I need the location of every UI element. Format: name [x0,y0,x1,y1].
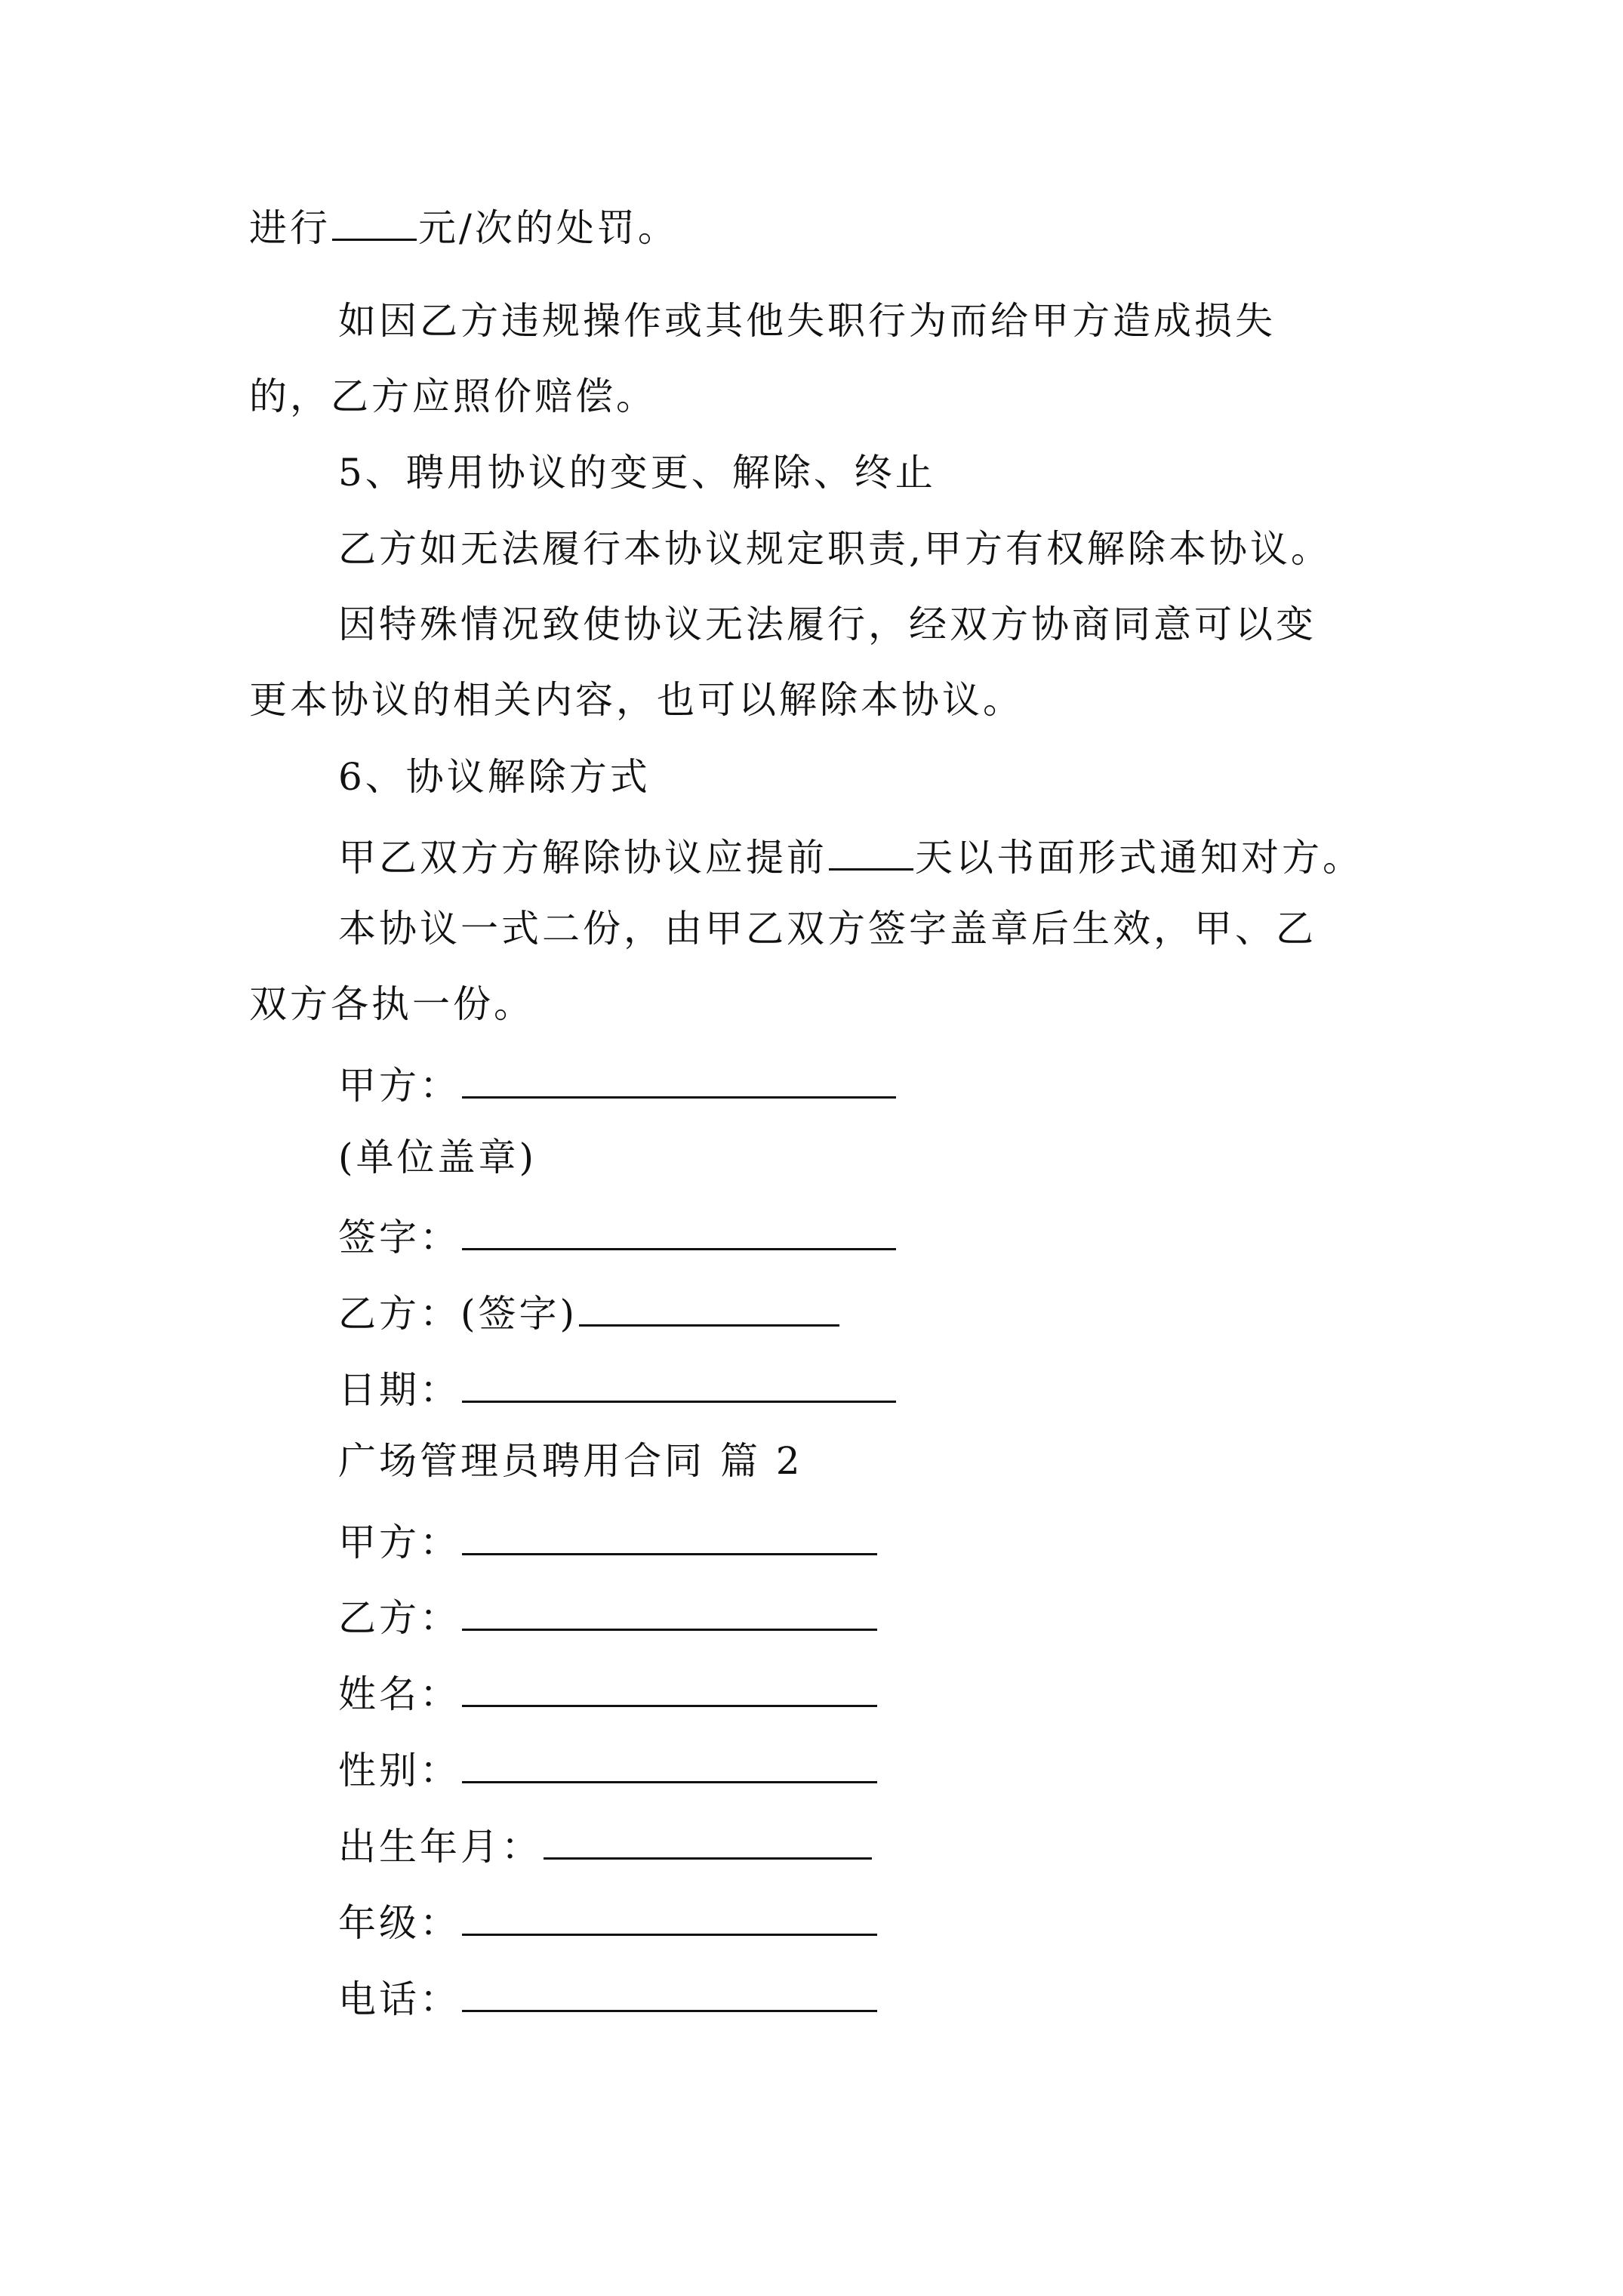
copies-text-1: 本协议一式二份，由甲乙双方签字盖章后生效，甲、乙 [338,907,1317,951]
form-field-party-b [338,1591,879,1641]
party-a-blank [462,1059,896,1099]
compensation-text-2: 的，乙方应照价赔偿。 [249,374,657,418]
notice-days-blank [829,831,913,871]
grade-blank [462,1896,877,1936]
signature-field-date [338,1363,898,1413]
form-party-b-label: 乙方： [338,1596,460,1640]
form-party-a-label: 甲方： [338,1521,460,1564]
notice-prefix: 甲乙双方方解除协议应提前 [338,836,827,880]
sign-blank [462,1210,896,1250]
contract-title-part-2 [338,1438,803,1484]
paragraph-line-special-case [338,602,1317,647]
seal-note-text: (单位盖章) [338,1136,537,1179]
form-field-grade [338,1896,879,1946]
section-6-title: 6、协议解除方式 [338,755,651,799]
section-heading-5 [338,450,936,495]
name-blank [462,1667,877,1707]
date-blank [462,1363,896,1403]
paragraph-line-special-case-cont [249,677,1024,723]
text-line-penalty [249,201,679,251]
section-heading-6 [338,754,651,800]
birth-blank [544,1820,872,1860]
penalty-amount-blank [332,201,417,241]
special-case-text-2: 更本协议的相关内容，也可以解除本协议。 [249,678,1024,722]
penalty-prefix: 进行 [249,206,331,250]
seal-note [338,1135,537,1180]
penalty-suffix: 元/次的处罚。 [418,206,679,250]
name-label: 姓名： [338,1672,460,1716]
birth-label: 出生年月： [338,1825,542,1869]
party-b-sign-blank [579,1287,839,1327]
notice-suffix: 天以书面形式通知对方。 [915,836,1363,880]
paragraph-line-copies-cont [249,982,534,1027]
signature-field-party-a [338,1059,898,1108]
form-field-birth [338,1820,873,1869]
gender-label: 性别： [338,1749,460,1792]
phone-blank [462,1972,877,2012]
signature-field-party-b [338,1287,841,1336]
paragraph-line-compensation-cont [249,374,657,419]
grade-label: 年级： [338,1901,460,1945]
form-party-b-blank [462,1591,877,1631]
sign-label: 签字： [338,1216,460,1259]
form-field-party-a [338,1515,879,1565]
party-a-label: 甲方： [338,1064,460,1108]
party-b-sign-label: 乙方：(签字) [338,1292,578,1336]
contract-title-text: 广场管理员聘用合同 篇 2 [338,1439,803,1483]
form-party-a-blank [462,1515,877,1555]
form-field-gender [338,1743,879,1793]
copies-text-2: 双方各执一份。 [249,982,534,1026]
paragraph-line-notice [338,831,1363,880]
paragraph-line-termination [338,526,1332,572]
section-5-title: 5、聘用协议的变更、解除、终止 [338,451,936,495]
form-field-phone [338,1972,879,2022]
form-field-name [338,1667,879,1717]
termination-text: 乙方如无法履行本协议规定职责,甲方有权解除本协议。 [338,527,1332,571]
date-label: 日期： [338,1368,460,1412]
signature-field-sign [338,1210,898,1260]
special-case-text-1: 因特殊情况致使协议无法履行，经双方协商同意可以变 [338,603,1317,646]
gender-blank [462,1743,877,1783]
paragraph-line-copies [338,906,1317,951]
compensation-text-1: 如因乙方违规操作或其他失职行为而给甲方造成损失 [338,299,1276,343]
phone-label: 电话： [338,1977,460,2021]
paragraph-line-compensation [338,298,1276,344]
